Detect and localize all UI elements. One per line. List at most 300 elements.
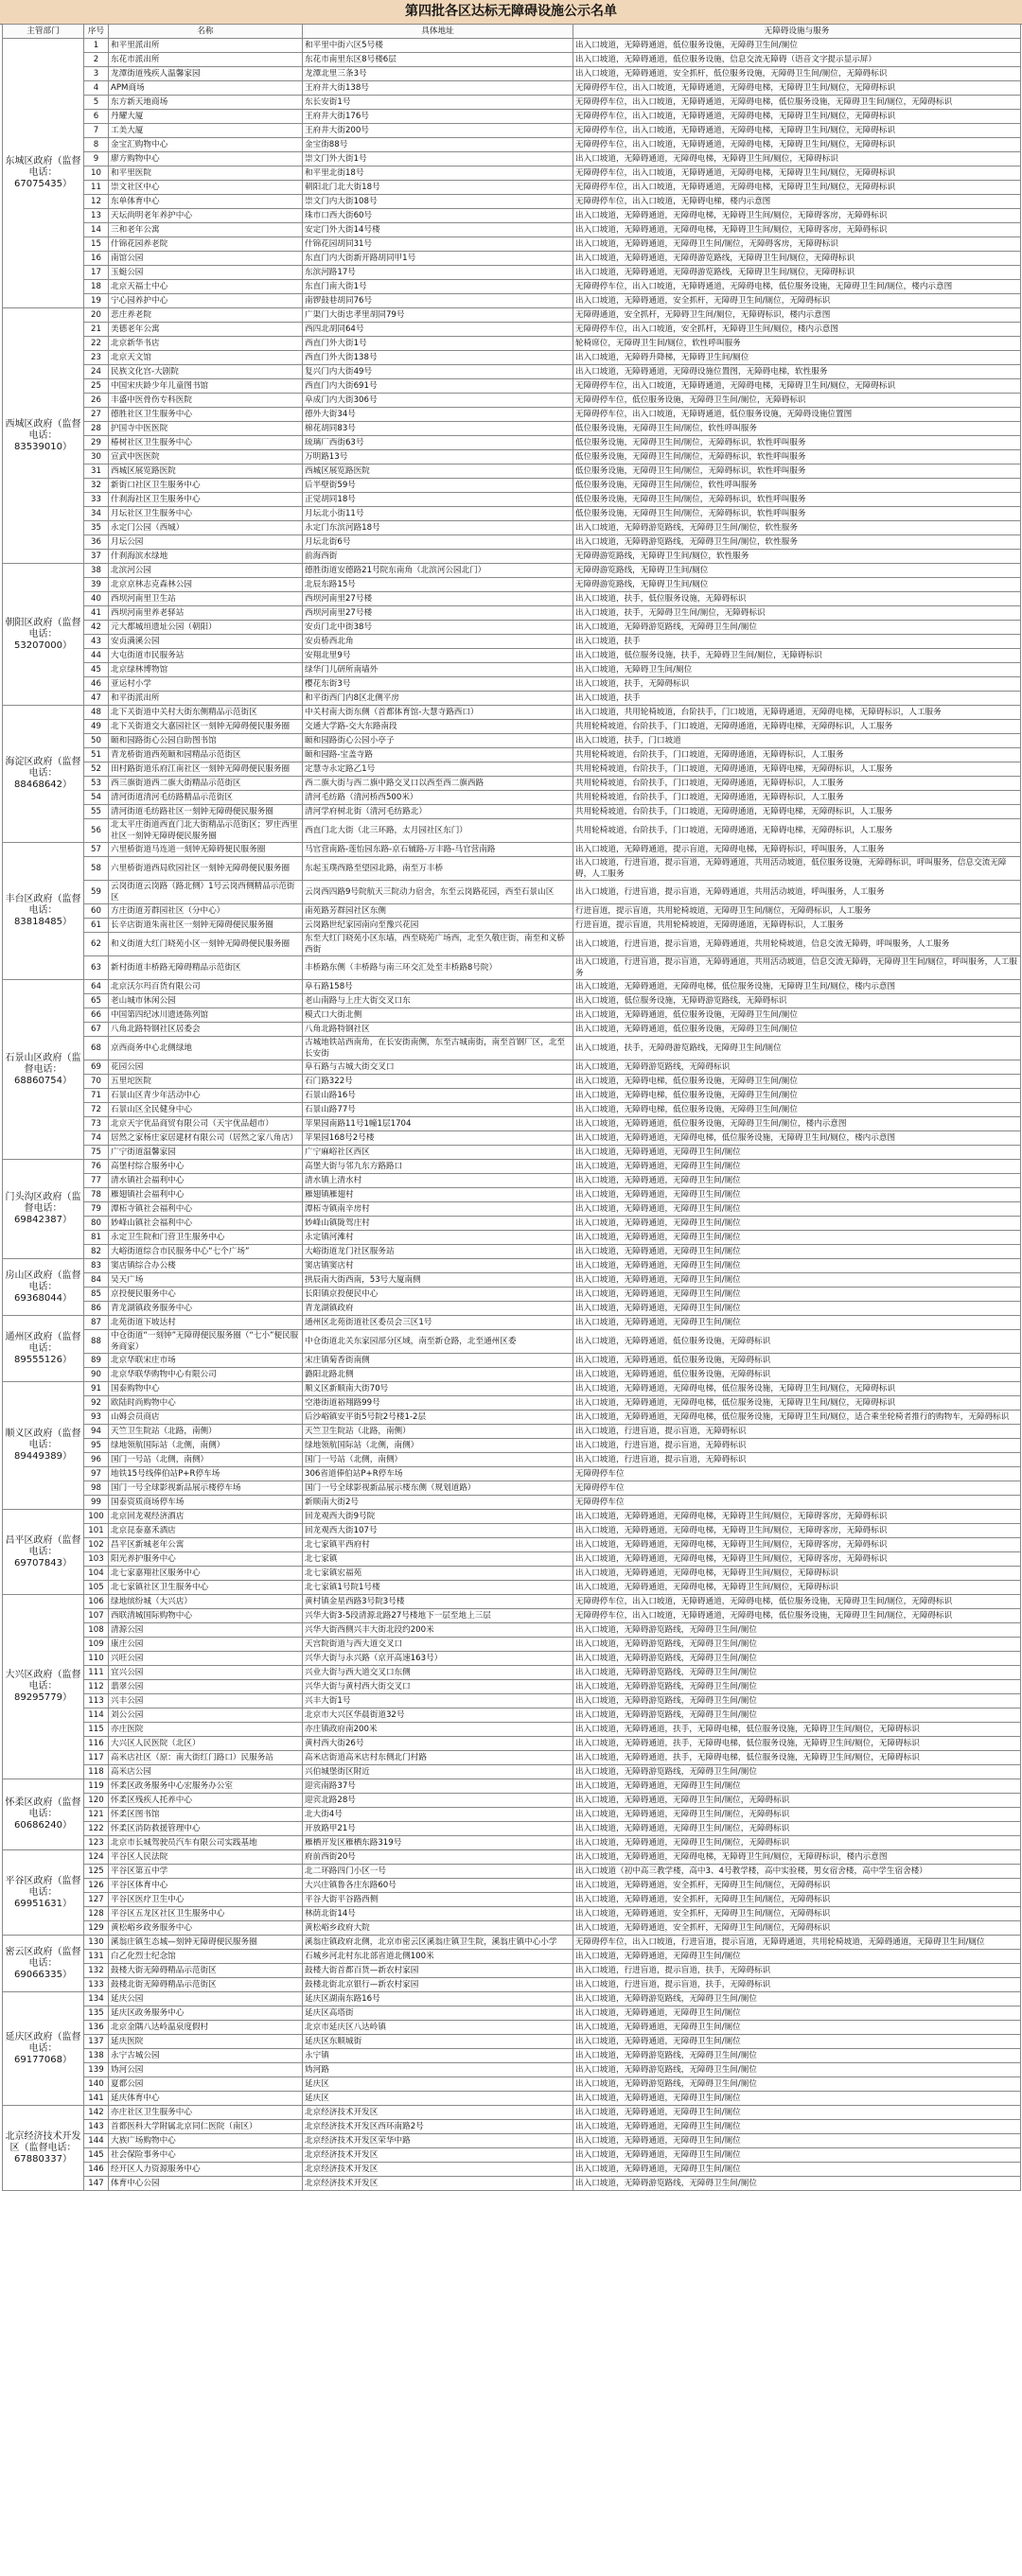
table-row [3,1089,1021,1103]
facility-services: 无障碍游览路线，无障碍卫生间/厕位 [573,564,1021,578]
facility-services: 出入口坡道，无障碍通道，无障碍卫生间/厕位 [573,1316,1021,1330]
table-row [3,1638,1021,1652]
table-row [3,379,1021,394]
facility-address: 306省道俸伯站P+R停车场 [303,1467,573,1481]
row-index: 100 [84,1510,109,1524]
facility-services: 出入口坡道，共用轮椅坡道，台阶扶手，门口坡道，无障碍通道，无障碍电梯，无障碍标识，人工服务 [573,706,1021,720]
table-row [3,1481,1021,1496]
row-index: 20 [84,308,109,323]
facility-name: 云岗街道云岗路（路北侧）1号云岗西侧精品示范街区 [109,881,303,904]
facility-address: 安贞门北中街38号 [303,621,573,635]
table-row [3,1231,1021,1245]
facility-address: 雁栖开发区雁栖东路319号 [303,1836,573,1850]
facility-address: 通州区北苑街道社区委员会三区1号 [303,1316,573,1330]
facility-address: 府前西街20号 [303,1850,573,1865]
row-index: 87 [84,1316,109,1330]
facility-services: 出入口坡道，无障碍通道，无障碍卫生间/厕位 [573,1217,1021,1231]
table-row [3,1467,1021,1481]
row-index: 120 [84,1794,109,1808]
facility-name: 北京绿林博物馆 [109,663,303,677]
row-index: 29 [84,436,109,450]
facility-services: 出入口坡道，无障碍通道，无障碍电梯，无障碍卫生间/厕位，无障碍标识，楼内示意图 [573,1850,1021,1865]
facility-address: 北二环路四门小区一号 [303,1865,573,1879]
table-row [3,209,1021,223]
row-index: 108 [84,1623,109,1638]
row-index: 5 [84,96,109,110]
facility-services: 共用轮椅坡道，台阶扶手，门口坡道，无障碍通道，无障碍电梯，无障碍标识，人工服务 [573,805,1021,819]
row-index: 14 [84,223,109,237]
table-row [3,621,1021,635]
row-index: 25 [84,379,109,394]
facility-services: 出入口坡道，无障碍通道，无障碍卫生间/厕位 [573,1950,1021,1964]
facility-address: 王府井大街138号 [303,81,573,96]
facility-services: 出入口坡道，行进盲道，提示盲道，无障碍标识 [573,1439,1021,1453]
facility-services: 低位服务设施，无障碍卫生间/厕位，无障碍标识，软性呼叫服务 [573,450,1021,464]
facility-name: 延庆医院 [109,2035,303,2049]
facility-services: 出入口坡道（初中高三教学楼，高中3、4号教学楼，高中实验楼，男女宿舍楼，高中学生宿舍楼） [573,1865,1021,1879]
row-index: 58 [84,857,109,881]
facility-address: 国门一号全球影视新品展示楼东侧（规划道路） [303,1481,573,1496]
facility-services: 出入口坡道，无障碍通道，无障碍卫生间/厕位 [573,1288,1021,1302]
table-row [3,493,1021,507]
row-index: 66 [84,1008,109,1023]
header-address: 具体地址 [303,25,573,39]
facility-address: 石景山路16号 [303,1089,573,1103]
row-index: 34 [84,507,109,521]
table-row [3,2134,1021,2148]
facility-services: 无障碍停车位 [573,1467,1021,1481]
table-row [3,2148,1021,2163]
table-row [3,1060,1021,1075]
facility-address: 顺义区新顺南大街70号 [303,1382,573,1396]
facility-name: 潭柘寺镇社会福利中心 [109,1202,303,1217]
row-index: 141 [84,2092,109,2106]
row-index: 69 [84,1060,109,1075]
table-row [3,1524,1021,1538]
facility-name: 安贞满溪公园 [109,635,303,649]
facility-services: 低位服务设施，无障碍卫生间/厕位，软性呼叫服务 [573,479,1021,493]
table-row [3,1217,1021,1231]
facility-services: 出入口坡道，无障碍通道，无障碍卫生间/厕位，无障碍标识 [573,1822,1021,1836]
facility-address: 月坛北街6号 [303,535,573,550]
facility-name: 中仓街道“一刻钟”无障碍便民服务圈（“七小”便民服务商家） [109,1330,303,1354]
row-index: 70 [84,1075,109,1089]
facility-services: 出入口坡道，无障碍游览路线，无障碍卫生间/厕位 [573,1992,1021,2006]
table-row [3,1117,1021,1131]
facility-address: 苹果园南路11号1幢1层1704 [303,1117,573,1131]
header-department: 主管部门 [3,25,84,39]
facility-name: 清河街道毛纺路社区一刻钟无障碍便民服务圈 [109,805,303,819]
facility-services: 出入口坡道，无障碍通道，无障碍卫生间/厕位 [573,1302,1021,1316]
facility-services: 出入口坡道，行进盲道，提示盲道，扶手，无障碍标识 [573,1978,1021,1992]
facility-services: 低位服务设施，无障碍卫生间/厕位，无障碍标识，软性呼叫服务 [573,507,1021,521]
facility-address: 龙潭北里三条3号 [303,67,573,81]
facility-name: 延庆公园 [109,1992,303,2006]
facility-services: 无障碍停车位，出入口坡道，无障碍通道，无障碍电梯，无障碍卫生间/厕位，无障碍标识 [573,81,1021,96]
table-row [3,1396,1021,1411]
row-index: 95 [84,1439,109,1453]
facility-address: 樱花东街3号 [303,677,573,692]
row-index: 59 [84,881,109,904]
row-index: 13 [84,209,109,223]
row-index: 22 [84,337,109,351]
table-row [3,521,1021,535]
facility-services: 无障碍停车位，低位服务设施，无障碍卫生间/厕位，无障碍标识 [573,394,1021,408]
row-index: 21 [84,323,109,337]
facility-name: 北京市长城驾驶员汽车有限公司实践基地 [109,1836,303,1850]
row-index: 18 [84,280,109,294]
facility-address: 绿华门儿研所南墙外 [303,663,573,677]
facility-name: 东花市派出所 [109,53,303,67]
facility-services: 出入口坡道，无障碍通道，无障碍卫生间/厕位 [573,2035,1021,2049]
facility-address: 崇文门内大街108号 [303,195,573,209]
row-index: 89 [84,1354,109,1368]
facility-services: 出入口坡道，无障碍通道，无障碍卫生间/厕位，无障碍标识 [573,1808,1021,1822]
facility-name: 永宁古城公园 [109,2049,303,2063]
facility-name: 北京天文馆 [109,351,303,365]
row-index: 123 [84,1836,109,1850]
facility-address: 妙峰山镇陇驾庄村 [303,1217,573,1231]
row-index: 50 [84,734,109,748]
facility-address: 西直门外大街138号 [303,351,573,365]
row-index: 104 [84,1567,109,1581]
row-index: 53 [84,777,109,791]
table-row [3,994,1021,1008]
facility-services: 低位服务设施，无障碍卫生间/厕位，软性呼叫服务 [573,422,1021,436]
facility-name: 经开区人力资源服务中心 [109,2163,303,2177]
table-row [3,1382,1021,1396]
facility-address: 金宝街88号 [303,138,573,152]
table-row [3,394,1021,408]
facility-services: 出入口坡道，无障碍通道，低位服务设施，无障碍卫生间/厕位 [573,1023,1021,1037]
facility-name: 西城区展览路医院 [109,464,303,479]
table-row [3,2092,1021,2106]
facility-name: 新村街道丰桥路无障碍精品示范街区 [109,956,303,980]
facility-services: 无障碍游览路线，无障碍卫生间/厕位 [573,578,1021,592]
table-row [3,1836,1021,1850]
row-index: 130 [84,1936,109,1950]
facility-services: 出入口坡道，无障碍游览路线，无障碍卫生间/厕位 [573,2077,1021,2092]
facility-address: 回龙观西大街107号 [303,1524,573,1538]
facility-address: 棉花胡同83号 [303,422,573,436]
facility-address: 西四北胡同64号 [303,323,573,337]
table-row [3,843,1021,857]
facility-name: 东方新天地商场 [109,96,303,110]
facility-address: 宋庄镇菊香街南侧 [303,1354,573,1368]
row-index: 75 [84,1146,109,1160]
table-row [3,67,1021,81]
facility-address: 北京经济技术开发区 [303,2106,573,2120]
row-index: 88 [84,1330,109,1354]
facility-name: 北滨河公园 [109,564,303,578]
table-row [3,436,1021,450]
facility-address: 潞阳北路北侧 [303,1368,573,1382]
facility-services: 出入口坡道，无障碍通道，低位服务设施，无障碍卫生间/厕位 [573,1008,1021,1023]
facility-name: 护国寺中医医院 [109,422,303,436]
row-index: 63 [84,956,109,980]
table-row [3,1964,1021,1978]
row-index: 99 [84,1496,109,1510]
facility-services: 出入口坡道，扶手 [573,692,1021,706]
table-row [3,677,1021,692]
facility-name: 北京金隅八达岭温泉度假村 [109,2021,303,2035]
row-index: 56 [84,819,109,843]
facility-name: 天竺卫生院站（北路，南侧） [109,1425,303,1439]
facility-name: 德胜社区卫生服务中心 [109,408,303,422]
facility-services: 出入口坡道，无障碍通道，低位服务设施，无障碍标识 [573,1330,1021,1354]
table-row [3,1623,1021,1638]
facility-name: 高米店社区（原：南大街红门路口）民服务站 [109,1751,303,1765]
facility-name: 大兴区人民医院（北区） [109,1737,303,1751]
table-row [3,110,1021,124]
facility-services: 出入口坡道，无障碍电梯，低位服务设施，无障碍卫生间/厕位 [573,1075,1021,1089]
facility-address: 东长安街1号 [303,96,573,110]
facility-services: 出入口坡道，无障碍通道，提示盲道，无障碍电梯，无障碍标识，呼叫服务，人工服务 [573,843,1021,857]
facility-name: 怀柔区残疾人托养中心 [109,1794,303,1808]
facility-name: 兴丰公园 [109,1694,303,1709]
facility-services: 出入口坡道，无障碍通道，低位服务设施，无障碍卫生间/厕位 [573,39,1021,53]
row-index: 73 [84,1117,109,1131]
facility-services: 出入口坡道，无障碍通道，安全抓杆，无障碍卫生间/厕位，无障碍标识 [573,1879,1021,1893]
facility-services: 出入口坡道，无障碍通道，无障碍卫生间/厕位，无障碍标识 [573,1836,1021,1850]
row-index: 26 [84,394,109,408]
row-index: 37 [84,550,109,564]
table-row [3,1609,1021,1623]
facility-name: 黄松峪乡政务服务中心 [109,1921,303,1936]
page-title: 第四批各区达标无障碍设施公示名单 [0,0,1022,25]
table-row [3,1131,1021,1146]
facility-services: 出入口坡道，无障碍游览路线，无障碍卫生间/厕位 [573,1765,1021,1779]
facility-address: 西城区展览路医院 [303,464,573,479]
table-row [3,1709,1021,1723]
facility-services: 出入口坡道，无障碍通道，无障碍卫生间/厕位 [573,1146,1021,1160]
facility-address: 空港街道裕翔路99号 [303,1396,573,1411]
row-index: 90 [84,1368,109,1382]
table-row [3,351,1021,365]
facility-address: 马官营南路-莲怡园东路-京石辅路-万丰路-马官营南路 [303,843,573,857]
facility-address: 永宁镇 [303,2049,573,2063]
row-index: 65 [84,994,109,1008]
facility-name: 东单体育中心 [109,195,303,209]
facility-address: 天宫院街道与西大道交叉口 [303,1638,573,1652]
facility-services: 出入口坡道，扶手，门口坡道 [573,734,1021,748]
facility-name: 北苑街道下坡达村 [109,1316,303,1330]
facility-name: 北下关街道中关村大街东侧精品示范街区 [109,706,303,720]
facility-name: 西联清城国际购物中心 [109,1609,303,1623]
table-row [3,1850,1021,1865]
facility-address: 开放路甲21号 [303,1822,573,1836]
facility-services: 出入口坡道，无障碍通道，无障碍卫生间/厕位，无障碍标识 [573,1794,1021,1808]
facility-name: 青龙桥街道西苑颐和园精品示范街区 [109,748,303,762]
facility-address: 中仓街道北关东家园部分区域，南至新仓路，北至通州区委 [303,1330,573,1354]
table-row [3,2106,1021,2120]
facility-services: 出入口坡道，无障碍通道，无障碍电梯，低位服务设施，无障碍卫生间/厕位，无障碍标识 [573,1382,1021,1396]
row-index: 76 [84,1160,109,1174]
facility-name: 高堡村综合服务中心 [109,1160,303,1174]
row-index: 15 [84,237,109,252]
facility-address: 前海西街 [303,550,573,564]
facility-address: 雁翅镇雁翅村 [303,1188,573,1202]
facility-name: 民族文化宫-大剧院 [109,365,303,379]
table-row [3,1160,1021,1174]
table-row [3,1439,1021,1453]
facility-services: 出入口坡道，无障碍通道，无障碍电梯，无障碍卫生间/厕位，无障碍客房，无障碍标识 [573,223,1021,237]
row-index: 81 [84,1231,109,1245]
facility-services: 出入口坡道，无障碍通道，无障碍电梯，无障碍卫生间/厕位，无障碍客房，无障碍标识 [573,1552,1021,1567]
facility-address: 琉璃厂西街63号 [303,436,573,450]
table-row [3,195,1021,209]
department-cell: 北京经济技术开发区（监督电话：67880337） [3,2106,84,2191]
facility-services: 行进盲道，提示盲道，共用轮椅坡道，无障碍卫生间/厕位，无障碍标识，人工服务 [573,904,1021,919]
facility-name: 中国第四纪冰川遗迹陈列馆 [109,1008,303,1023]
facility-name: APM商场 [109,81,303,96]
facility-address: 黄村镇金星西路3号院3号楼 [303,1595,573,1609]
facility-services: 出入口坡道，无障碍通道，无障碍电梯，无障碍卫生间/厕位，无障碍客房，无障碍标识 [573,1510,1021,1524]
table-row [3,1273,1021,1288]
facility-name: 天坛尚明老年养护中心 [109,209,303,223]
table-row [3,578,1021,592]
facility-address: 安贞桥西北角 [303,635,573,649]
row-index: 43 [84,635,109,649]
facility-name: 工美大厦 [109,124,303,138]
table-row [3,919,1021,933]
facility-services: 无障碍停车位 [573,1481,1021,1496]
facility-services: 出入口坡道，无障碍游览路线，无障碍卫生间/厕位 [573,1709,1021,1723]
facility-address: 阜石路158号 [303,980,573,994]
facility-name: 西三旗街道西二旗大街精品示范街区 [109,777,303,791]
facility-services: 无障碍停车位，出入口坡道，无障碍通道，无障碍电梯，无障碍卫生间/厕位，无障碍标识 [573,124,1021,138]
table-row [3,252,1021,266]
facility-services: 出入口坡道，无障碍通道，无障碍电梯，无障碍卫生间/厕位，无障碍标识 [573,1567,1021,1581]
table-row [3,1978,1021,1992]
facility-name: 妙峰山镇社会福利中心 [109,1217,303,1231]
facility-services: 出入口坡道，行进盲道，提示盲道，无障碍标识 [573,1425,1021,1439]
facility-address: 高米店街道高米店村东侧北门村路 [303,1751,573,1765]
facility-address: 万明路13号 [303,450,573,464]
facility-name: 平谷区五龙区社区卫生服务中心 [109,1907,303,1921]
facility-address: 青龙湖镇政府 [303,1302,573,1316]
facility-address: 长阳镇京投便民中心 [303,1288,573,1302]
facility-name: 高米店公园 [109,1765,303,1779]
facility-services: 出入口坡道，无障碍通道，无障碍卫生间/厕位 [573,1174,1021,1188]
table-row [3,933,1021,956]
table-row [3,138,1021,152]
row-index: 45 [84,663,109,677]
facility-services: 出入口坡道，无障碍通道，安全抓杆，低位服务设施，无障碍卫生间/厕位，无障碍标识 [573,67,1021,81]
facility-services: 出入口坡道，行进盲道，提示盲道，无障碍标识 [573,1453,1021,1467]
table-row [3,1936,1021,1950]
facility-address: 安翔北里9号 [303,649,573,663]
department-cell: 海淀区政府（监督电话：88468642） [3,706,84,843]
table-row [3,819,1021,843]
row-index: 49 [84,720,109,734]
facility-services: 无障碍停车位 [573,1496,1021,1510]
header-name: 名称 [109,25,303,39]
row-index: 96 [84,1453,109,1467]
row-index: 4 [84,81,109,96]
facility-name: 怀柔区政务服务中心宏服务办公室 [109,1779,303,1794]
facility-address: 林荫北街14号 [303,1907,573,1921]
header-facilities: 无障碍设施与服务 [573,25,1021,39]
facility-name: 翡翠公园 [109,1680,303,1694]
facility-name: 八角北路特钢社区居委会 [109,1023,303,1037]
table-row [3,53,1021,67]
table-row [3,1865,1021,1879]
facility-services: 出入口坡道，扶手，低位服务设施，无障碍标识 [573,592,1021,606]
row-index: 2 [84,53,109,67]
table-row [3,1794,1021,1808]
row-index: 129 [84,1921,109,1936]
facility-name: 方庄街道芳群园社区（分中心） [109,904,303,919]
row-index: 114 [84,1709,109,1723]
facility-address: 老山南路与上庄大街交叉口东 [303,994,573,1008]
department-cell: 通州区政府（监督电话：89555126） [3,1316,84,1382]
department-cell: 朝阳区政府（监督电话：53207000） [3,564,84,706]
facility-services: 出入口坡道，无障碍通道，无障碍电梯，低位服务设施，无障碍卫生间/厕位，楼内示意图 [573,980,1021,994]
facility-name: 山姆会员商店 [109,1411,303,1425]
facility-name: 丹耀大厦 [109,110,303,124]
row-index: 68 [84,1037,109,1060]
facility-services: 出入口坡道，无障碍通道，安全抓杆，无障碍卫生间/厕位，无障碍标识 [573,1907,1021,1921]
table-row [3,1779,1021,1794]
facility-name: 颐和园路街心公园自助图书馆 [109,734,303,748]
table-body [3,39,1021,2191]
facility-address: 石景山路77号 [303,1103,573,1117]
table-row [3,507,1021,521]
facility-address: 清水镇上清水村 [303,1174,573,1188]
row-index: 31 [84,464,109,479]
row-index: 83 [84,1259,109,1273]
facility-name: 地铁15号线俸伯站P+R停车场 [109,1467,303,1481]
facility-name: 白乙化烈士纪念馆 [109,1950,303,1964]
row-index: 134 [84,1992,109,2006]
row-index: 77 [84,1174,109,1188]
facility-services: 出入口坡道，无障碍通道，安全抓杆，无障碍卫生间/厕位，无障碍标识 [573,1893,1021,1907]
facility-name: 亦庄社区卫生服务中心 [109,2106,303,2120]
facility-address: 西直门外大街1号 [303,337,573,351]
facility-name: 国泰资质商场停车场 [109,1496,303,1510]
facility-name: 椿树社区卫生服务中心 [109,436,303,450]
facility-name: 延庆区政务服务中心 [109,2006,303,2021]
facility-name: 五里坨医院 [109,1075,303,1089]
facility-address: 绿地领航国际站（北侧，南侧） [303,1439,573,1453]
facility-services: 出入口坡道，无障碍通道，无障碍卫生间/厕位 [573,2006,1021,2021]
table-row [3,1453,1021,1467]
table-row [3,422,1021,436]
facility-services: 无障碍停车位，出入口坡道，无障碍通道，无障碍电梯，低位服务设施，无障碍卫生间/厕位，无障碍标识 [573,1609,1021,1623]
row-index: 23 [84,351,109,365]
facility-services: 低位服务设施，无障碍卫生间/厕位，无障碍标识，软性呼叫服务 [573,464,1021,479]
row-index: 52 [84,762,109,777]
facility-name: 什刹海滨水绿地 [109,550,303,564]
table-row [3,2049,1021,2063]
facility-services: 共用轮椅坡道，台阶扶手，门口坡道，无障碍通道，无障碍标识，人工服务 [573,748,1021,762]
facility-address: 东直门内大街新开路胡同甲1号 [303,252,573,266]
facility-address: 兴丰大街1号 [303,1694,573,1709]
facility-address: 广渠门大街忠孝里胡同79号 [303,308,573,323]
table-row [3,1808,1021,1822]
department-cell: 房山区政府（监督电话：69368044） [3,1259,84,1316]
facility-address: 德胜街道安德路21号院东南角（北滨河公园北门） [303,564,573,578]
row-index: 62 [84,933,109,956]
table-row [3,1893,1021,1907]
table-row [3,1879,1021,1893]
facility-address: 月坛北小街11号 [303,507,573,521]
facility-services: 出入口坡道，无障碍通道，无障碍卫生间/厕位 [573,1779,1021,1794]
facility-address: 东花市南里东区8号楼6层 [303,53,573,67]
row-index: 82 [84,1245,109,1259]
table-row [3,479,1021,493]
